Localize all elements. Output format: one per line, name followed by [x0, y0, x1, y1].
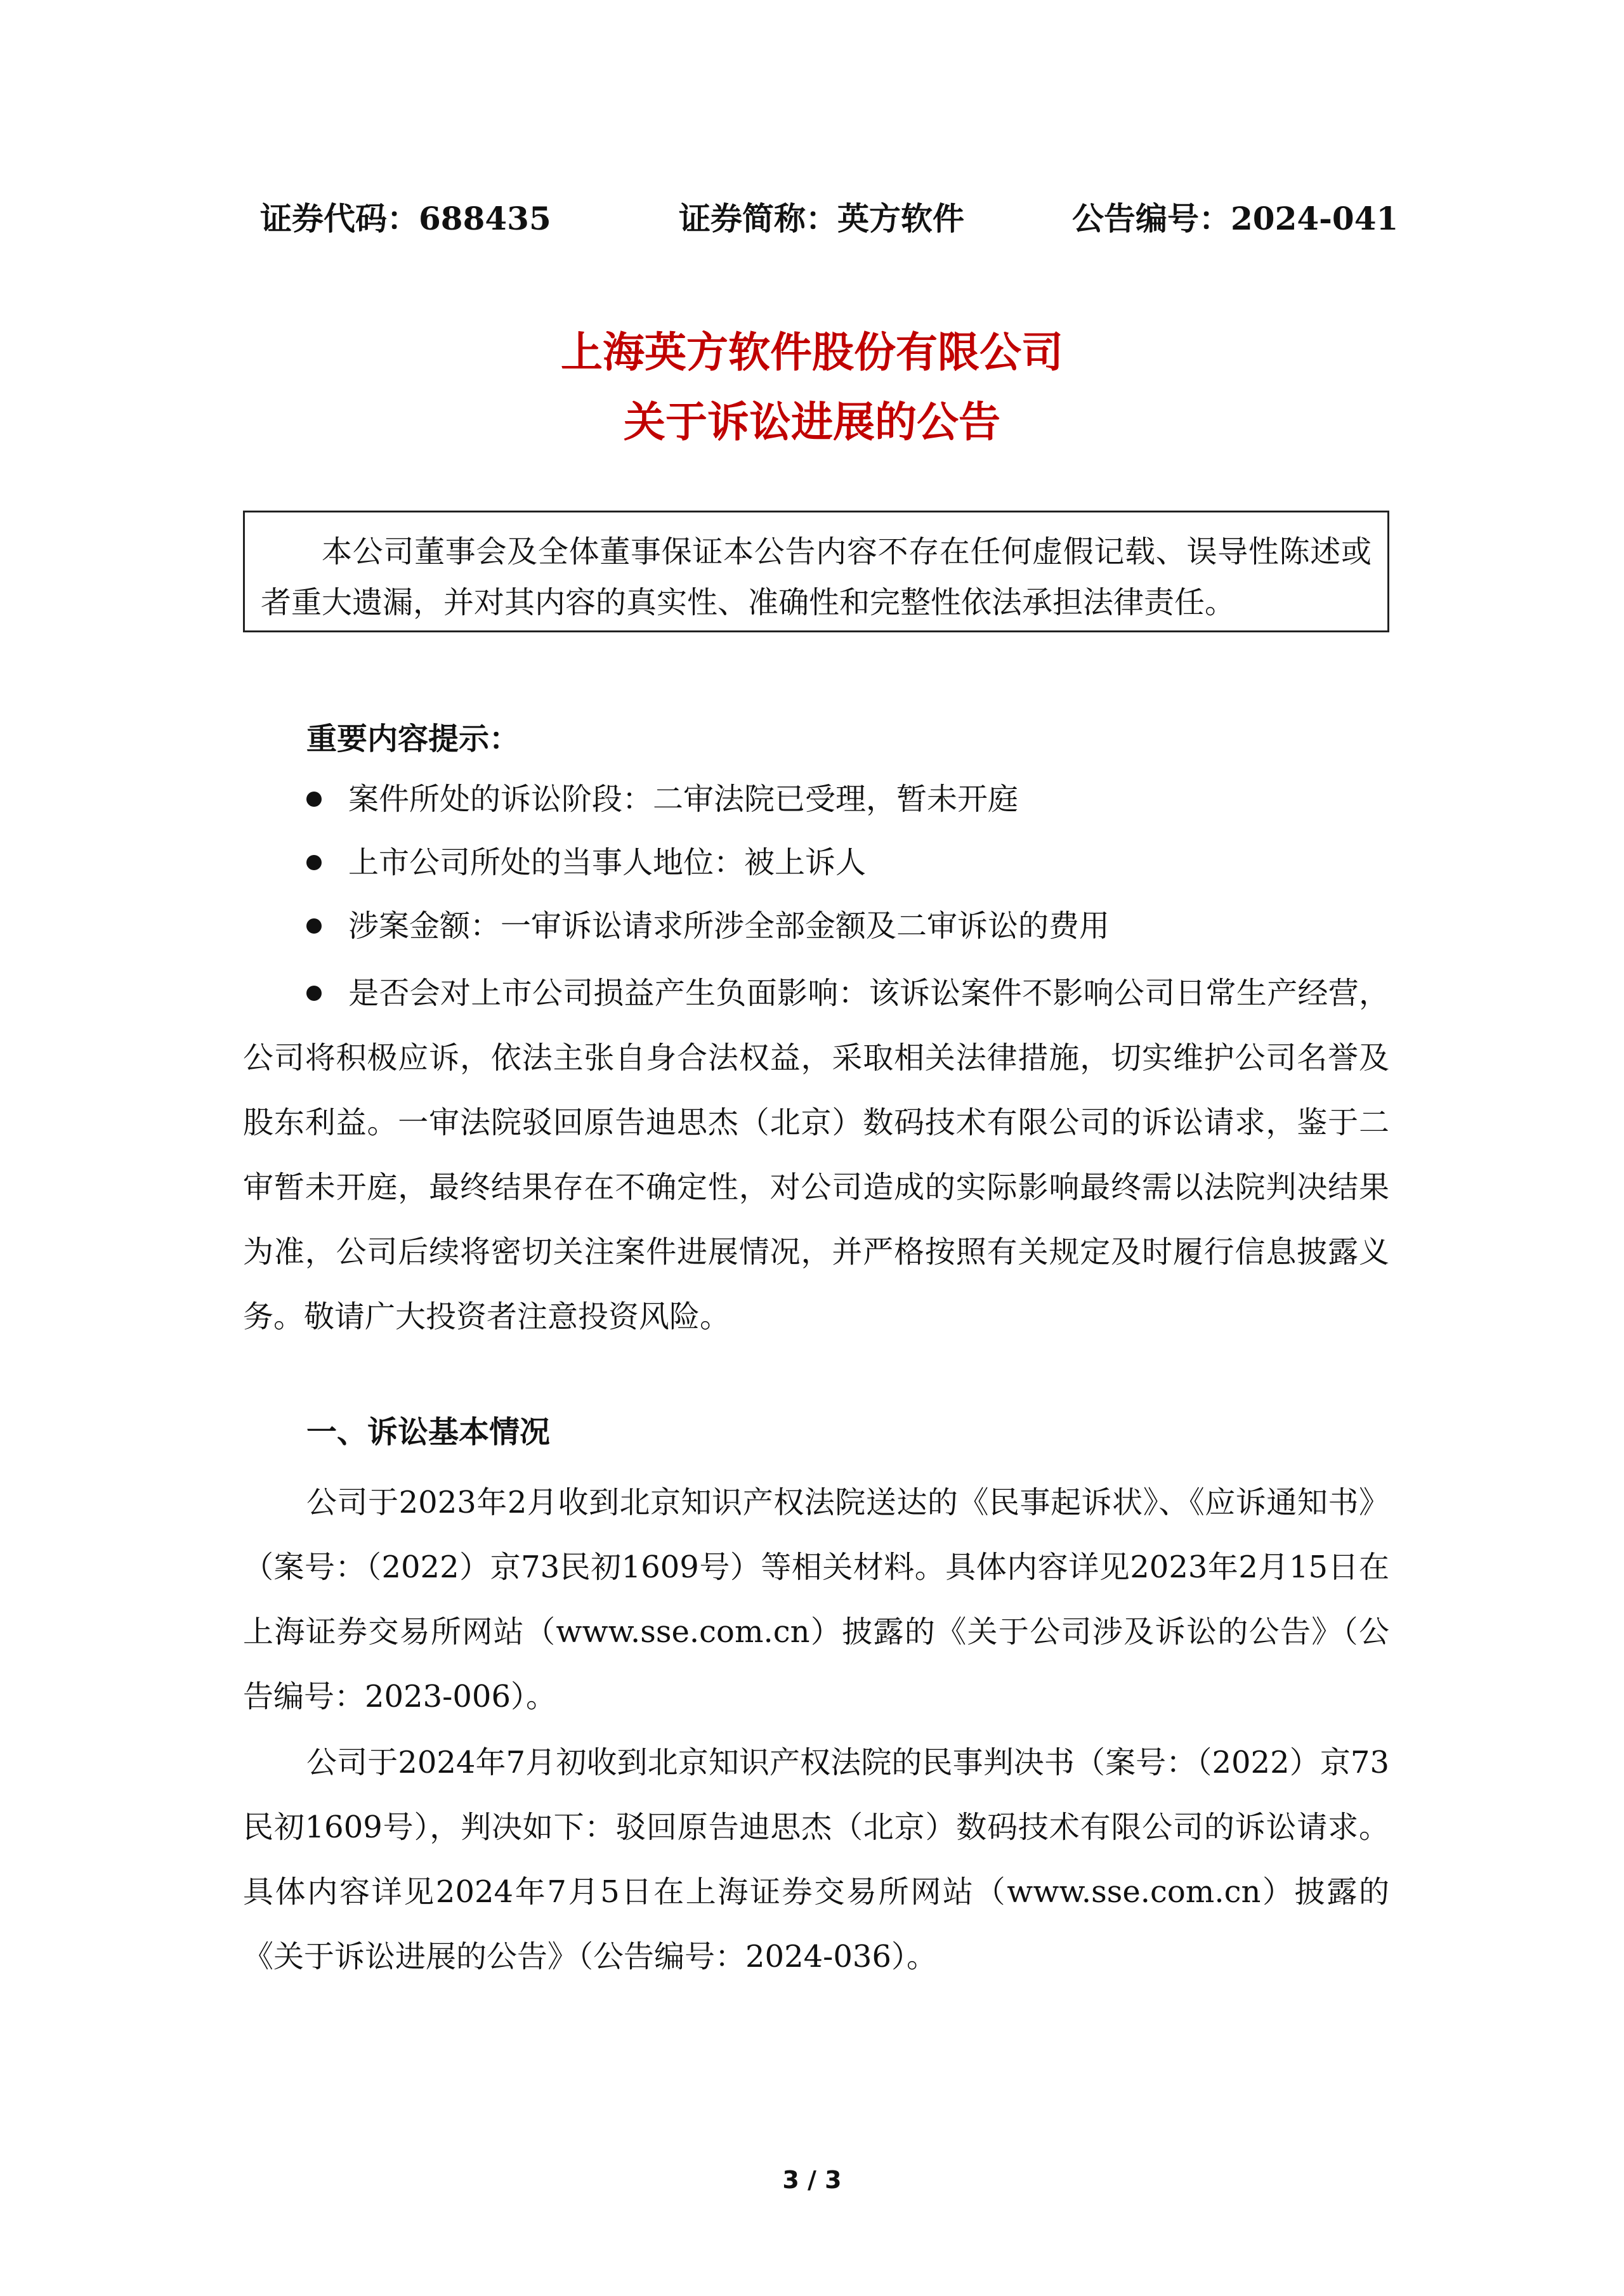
company-title: 上海英方软件股份有限公司 [561, 327, 1063, 377]
important-notice-label: 重要内容提示： [306, 721, 520, 757]
announcement-title: 关于诉讼进展的公告 [624, 397, 1000, 447]
security-abbreviation: 证券简称：英方软件 [679, 200, 964, 237]
section-heading: 一、诉讼基本情况 [306, 1414, 551, 1450]
security-code: 证券代码：688435 [260, 200, 551, 237]
board-statement-box [243, 511, 1389, 632]
board-statement-text: 本公司董事会及全体董事保证本公告内容不存在任何虚假记载、误导性陈述或者重大遗漏，并对其内容的真实性、准确性和完整性依法承担法律责任。 [261, 534, 1372, 620]
announcement-number: 公告编号：2024-041 [1072, 200, 1399, 237]
bullet-dot-icon [306, 986, 322, 1001]
bullet-item: 上市公司所处的当事人地位：被上诉人 [306, 837, 1385, 888]
body-paragraph: 公司于2024年7月初收到北京知识产权法院的民事判决书（案号：（2022）京73民初1609号），判决如下：驳回原告迪思杰（北京）数码技术有限公司的诉讼请求。具体内容详见2024年7月5日在上海证券交易所网站（www.sse.com.cn）披露的《关于诉讼进展的公告》（公告编号：2024-036）。 [243, 1745, 1389, 1974]
bullet-dot-icon [306, 918, 322, 934]
bullet-item: 涉案金额：一审诉讼请求所涉全部金额及二审诉讼的费用 [306, 901, 1385, 951]
bullet-dot-icon [306, 855, 322, 870]
announcement-header [260, 193, 1399, 244]
bullet-dot-icon [306, 792, 322, 807]
bullet-item-impact: 是否会对上市公司损益产生负面影响：该诉讼案件不影响公司日常生产经营，公司将积极应诉，依法主张自身合法权益，采取相关法律措施，切实维护公司名誉及股东利益。一审法院驳回原告迪思杰（北京）数码技术有限公司的诉讼请求，鉴于二审暂未开庭，最终结果存在不确定性，对公司造成的实际影响最终需以法院判决结果为准，公司后续将密切关注案件进展情况，并严格按照有关规定及时履行信息披露义务。敬请广大投资者注意投资风险。 [243, 975, 1389, 1334]
body-paragraph: 公司于2023年2月收到北京知识产权法院送达的《民事起诉状》、《应诉通知书》（案号：（2022）京73民初1609号）等相关材料。具体内容详见2023年2月15日在上海证券交易所网站（www.sse.com.cn）披露的《关于公司涉及诉讼的公告》（公告编号：2023-006）。 [243, 1485, 1389, 1714]
bullet-item: 案件所处的诉讼阶段：二审法院已受理，暂未开庭 [306, 774, 1385, 825]
page-number: 3 / 3 [782, 2166, 842, 2194]
